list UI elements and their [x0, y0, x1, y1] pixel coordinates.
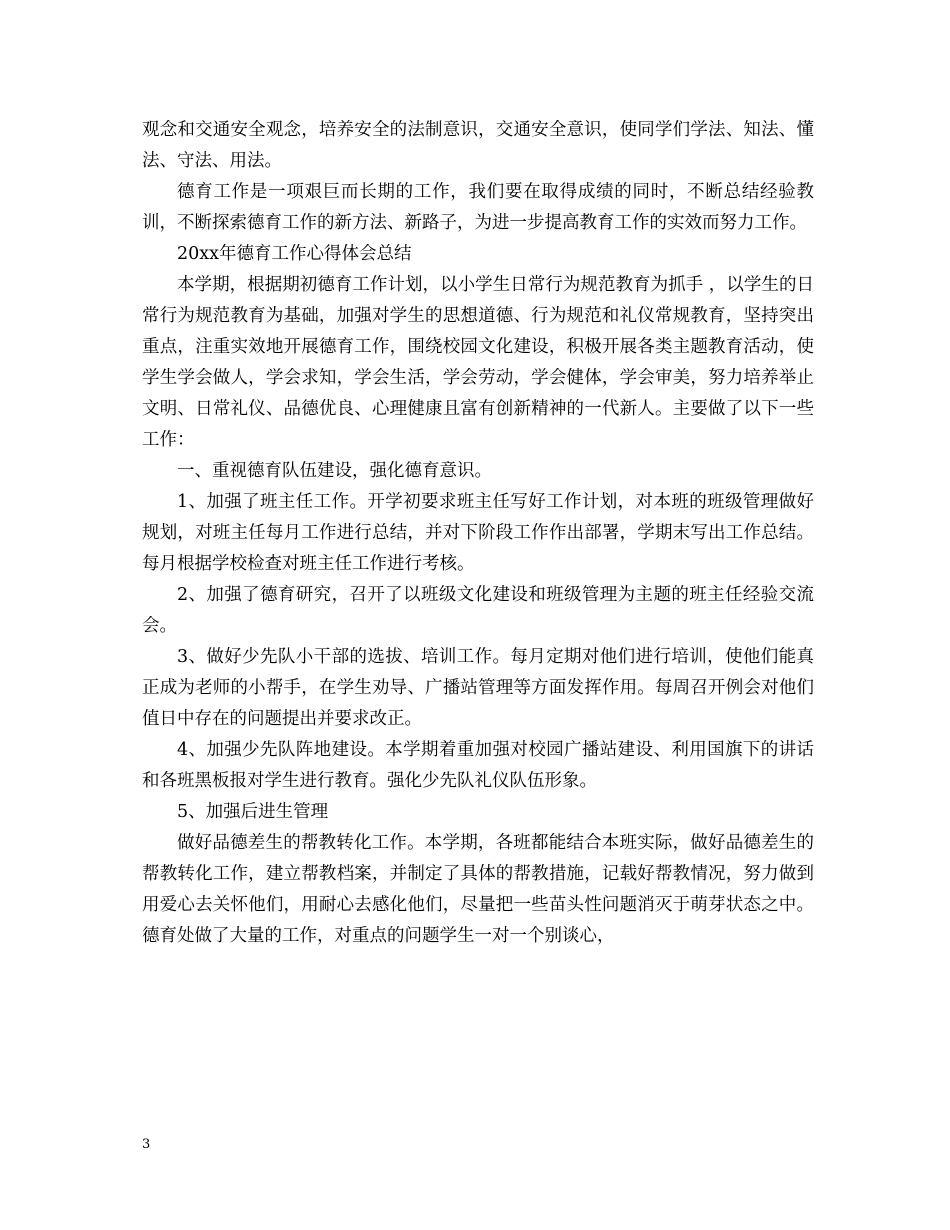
document-body: [142, 115, 814, 952]
paragraph-conclusion: 德育工作是一项艰巨而长期的工作，我们要在取得成绩的同时，不断总结经验教训，不断探索德育工作的新方法、新路子，为进一步提高教育工作的实效而努力工作。: [142, 182, 814, 233]
list-item-3: 3、做好少先队小干部的选拔、培训工作。每月定期对他们进行培训，使他们能真正成为老师的小帮手，在学生劝导、广播站管理等方面发挥作用。每周召开例会对他们值日中存在的问题提出并要求改正。: [142, 647, 814, 729]
list-item-2: 2、加强了德育研究，召开了以班级文化建设和班级管理为主题的班主任经验交流会。: [142, 585, 814, 636]
section-title: 20xx年德育工作心得体会总结: [177, 244, 412, 264]
heading-part-one: 一、重视德育队伍建设，强化德育意识。: [177, 461, 492, 481]
list-item-4: 4、加强少先队阵地建设。本学期着重加强对校园广播站建设、利用国旗下的讲话和各班黑板报对学生进行教育。强化少先队礼仪队伍形象。: [142, 740, 814, 791]
paragraph-intro: 本学期，根据期初德育工作计划，以小学生日常行为规范教育为抓手 ，以学生的日常行为规范教育为基础，加强对学生的思想道德、行为规范和礼仪常规教育，坚持突出重点，注重实效地开展德育工作，围绕校园文化建设，积极开展各类主题教育活动，使学生学会做人，学会求知，学会生活，学会劳动，学会健体，学会审美，努力培养举止文明、日常礼仪、品德优良、心理健康且富有创新精神的一代新人。主要做了以下一些工作：: [142, 275, 814, 450]
list-item-5: 5、加强后进生管理: [177, 802, 329, 822]
paragraph-backward-students: 做好品德差生的帮教转化工作。本学期，各班都能结合本班实际，做好品德差生的帮教转化工作，建立帮教档案，并制定了具体的帮教措施，记载好帮教情况，努力做到用爱心去关怀他们，用耐心去感化他们，尽量把一些苗头性问题消灭于萌芽状态之中。德育处做了大量的工作，对重点的问题学生一对一个别谈心，: [142, 833, 814, 946]
paragraph-continuation: 观念和交通安全观念，培养安全的法制意识，交通安全意识，使同学们学法、知法、懂法、守法、用法。: [142, 120, 814, 171]
page-number: 3: [142, 1137, 151, 1152]
list-item-1: 1、加强了班主任工作。开学初要求班主任写好工作计划，对本班的班级管理做好规划，对班主任每月工作进行总结，并对下阶段工作作出部署，学期末写出工作总结。每月根据学校检查对班主任工作进行考核。: [142, 492, 814, 574]
